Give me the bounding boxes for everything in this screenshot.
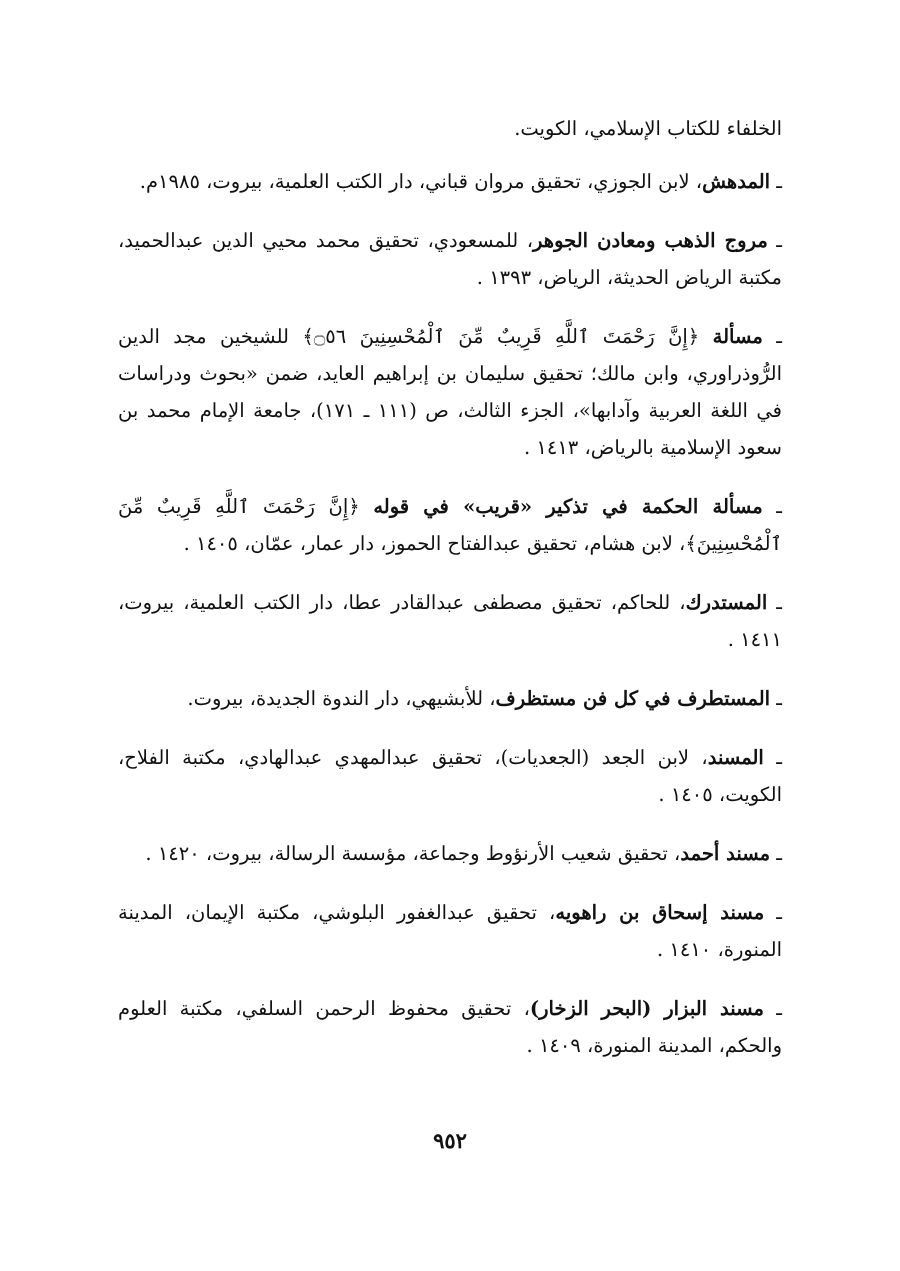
entry-dash: ـ (767, 229, 783, 252)
entry-text: ، تحقيق عبدالغفور البلوشي، مكتبة الإيمان، المدينة المنورة، ١٤١٠ . (118, 901, 782, 961)
entry-title: مسألة (712, 325, 763, 348)
entry-dash: ـ (762, 325, 782, 348)
quran-verse: ﴿إِنَّ رَحْمَتَ ٱللَّهِ قَرِيبٌ مِّنَ ٱلْمُحْسِنِينَ ۝٥٦﴾ (302, 325, 700, 348)
bibliography-entry (118, 110, 782, 147)
page-number: ٩٥٢ (433, 1128, 467, 1153)
entry-text: ، تحقيق شعيب الأرنؤوط وجماعة، مؤسسة الرسالة، بيروت، ١٤٢٠ . (145, 842, 681, 865)
bibliography-entry (118, 990, 782, 1064)
entry-text: ، للمسعودي، تحقيق محمد محيي الدين عبدالحميد، مكتبة الرياض الحديثة، الرياض، ١٣٩٣ . (118, 229, 782, 289)
entry-title: مروج الذهب ومعادن الجوهر (533, 229, 768, 252)
bibliography-entry (118, 894, 782, 968)
entry-dash: ـ (770, 842, 782, 865)
entry-text: ، لابن هشام، تحقيق عبدالفتاح الحموز، دار عمار، عمّان، ١٤٠٥ . (183, 532, 686, 555)
entry-title: مسند البزار (البحر الزخار) (529, 997, 764, 1020)
bibliography-entry (118, 680, 782, 717)
entry-title: المسند (707, 746, 764, 769)
entry-dash: ـ (767, 591, 783, 614)
entry-title: المستدرك (685, 591, 768, 614)
entry-title: مسند أحمد (680, 842, 771, 865)
bibliography-entry (118, 739, 782, 813)
entry-dash: ـ (770, 687, 782, 710)
entry-dash: ـ (764, 901, 782, 924)
bibliography-entry (118, 318, 782, 466)
entry-title: مسألة الحكمة في تذكير «قريب» في قوله (373, 495, 763, 518)
bibliography-entry (118, 835, 782, 872)
entry-text: للشيخين مجد الدين الرُّوذراوري، وابن مالك؛ تحقيق سليمان بن إبراهيم العايد، ضمن «بحوث ودراسات في اللغة العربية وآدابها»، الجزء الثالث، ص (١١١ ـ ١٧١)، جامعة الإمام محمد بن سعود الإسلامية بالرياض، ١٤١٣ . (118, 325, 782, 459)
entry-dash: ـ (763, 746, 782, 769)
quran-verse: ﴿إِنَّ رَحْمَتَ ٱللَّهِ قَرِيبٌ مِّنَ ٱلْمُحْسِنِينَ﴾ (118, 495, 782, 555)
entry-text: الخلفاء للكتاب الإسلامي، الكويت. (514, 117, 782, 140)
bibliography-entry (118, 584, 782, 658)
entry-text: ، تحقيق محفوظ الرحمن السلفي، مكتبة العلوم والحكم، المدينة المنورة، ١٤٠٩ . (118, 997, 782, 1057)
entry-text: ، لابن الجعد (الجعديات)، تحقيق عبدالمهدي عبدالهادي، مكتبة الفلاح، الكويت، ١٤٠٥ . (118, 746, 782, 806)
entry-text: ، للحاكم، تحقيق مصطفى عبدالقادر عطا، دار الكتب العلمية، بيروت، ١٤١١ . (118, 591, 782, 651)
entry-dash: ـ (763, 997, 782, 1020)
entry-title: المدهش (702, 170, 771, 193)
entry-dash: ـ (762, 495, 782, 518)
bibliography-entry (118, 488, 782, 562)
bibliography-entry (118, 222, 782, 296)
bibliography-entry (118, 163, 782, 200)
entry-text: ، لابن الجوزي، تحقيق مروان قباني، دار الكتب العلمية، بيروت، ١٩٨٥م. (139, 170, 703, 193)
entry-dash: ـ (770, 170, 782, 193)
entry-title: المستطرف في كل فن مستظرف (495, 687, 771, 710)
entry-title: مسند إسحاق بن راهويه (555, 901, 765, 924)
entry-text: ، للأبشيهي، دار الندوة الجديدة، بيروت. (187, 687, 496, 710)
bibliography-page (118, 110, 782, 1086)
